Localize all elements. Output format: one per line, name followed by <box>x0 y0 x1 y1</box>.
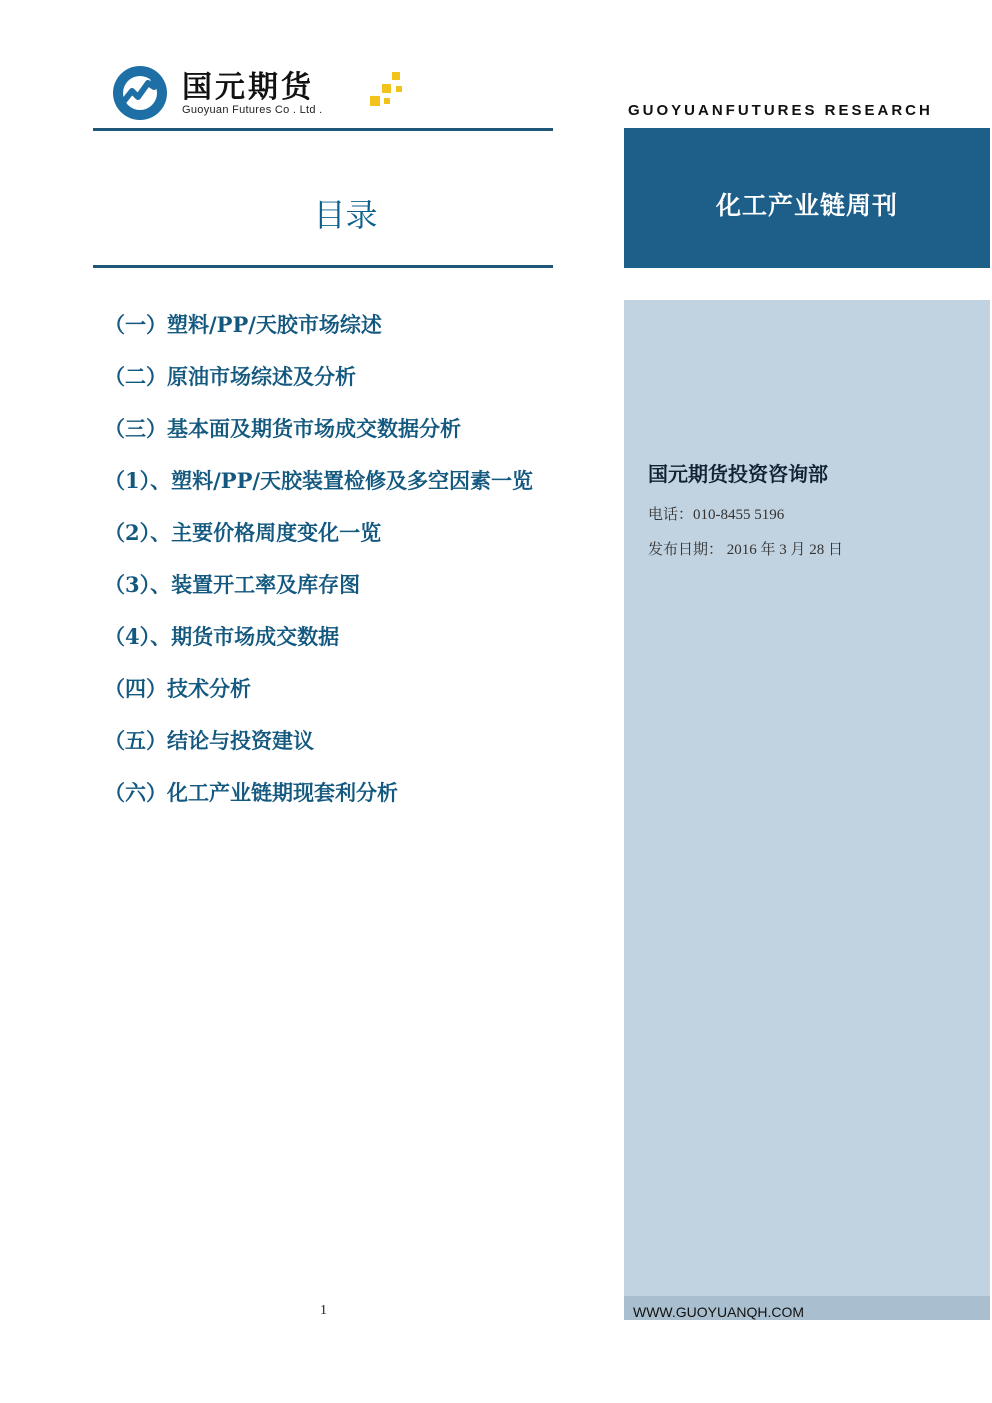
toc-item[interactable]: （二）原油市场综述及分析 <box>104 364 356 389</box>
toc-item[interactable]: （五）结论与投资建议 <box>104 728 314 753</box>
company-name-cn: 国元期货 <box>182 70 314 105</box>
company-emblem-icon <box>110 63 170 123</box>
toc-item[interactable]: （三）基本面及期货市场成交数据分析 <box>104 416 461 441</box>
header-divider <box>93 128 553 131</box>
company-name-en: Guoyuan Futures Co . Ltd . <box>182 104 323 116</box>
toc-item[interactable]: （1）、塑料/PP/天胶装置检修及多空因素一览 <box>104 468 534 493</box>
company-logo <box>110 60 410 124</box>
report-title: 化工产业链周刊 <box>715 191 898 220</box>
toc-title: 目录 <box>313 196 378 234</box>
publish-date: 发布日期： 2016 年 3 月 28 日 <box>648 542 844 558</box>
toc-item[interactable]: （一）塑料/PP/天胶市场综述 <box>104 312 382 337</box>
toc-item[interactable]: （4）、期货市场成交数据 <box>104 624 340 649</box>
table-of-contents <box>104 306 533 826</box>
toc-item[interactable]: （四）技术分析 <box>104 676 251 701</box>
sidebar-panel <box>624 300 990 1320</box>
toc-item[interactable]: （六）化工产业链期现套利分析 <box>104 780 398 805</box>
toc-divider <box>93 265 553 268</box>
toc-item[interactable]: （3）、装置开工率及库存图 <box>104 572 361 597</box>
department-name: 国元期货投资咨询部 <box>648 462 828 486</box>
website-link[interactable]: WWW.GUOYUANQH.COM <box>633 1304 805 1320</box>
toc-item[interactable]: （2）、主要价格周度变化一览 <box>104 520 382 545</box>
contact-phone: 电话：010-8455 5196 <box>648 507 785 523</box>
page-number: 1 <box>320 1303 327 1318</box>
decorative-squares-icon <box>364 70 408 112</box>
research-label: GUOYUANFUTURES RESEARCH <box>628 102 933 119</box>
